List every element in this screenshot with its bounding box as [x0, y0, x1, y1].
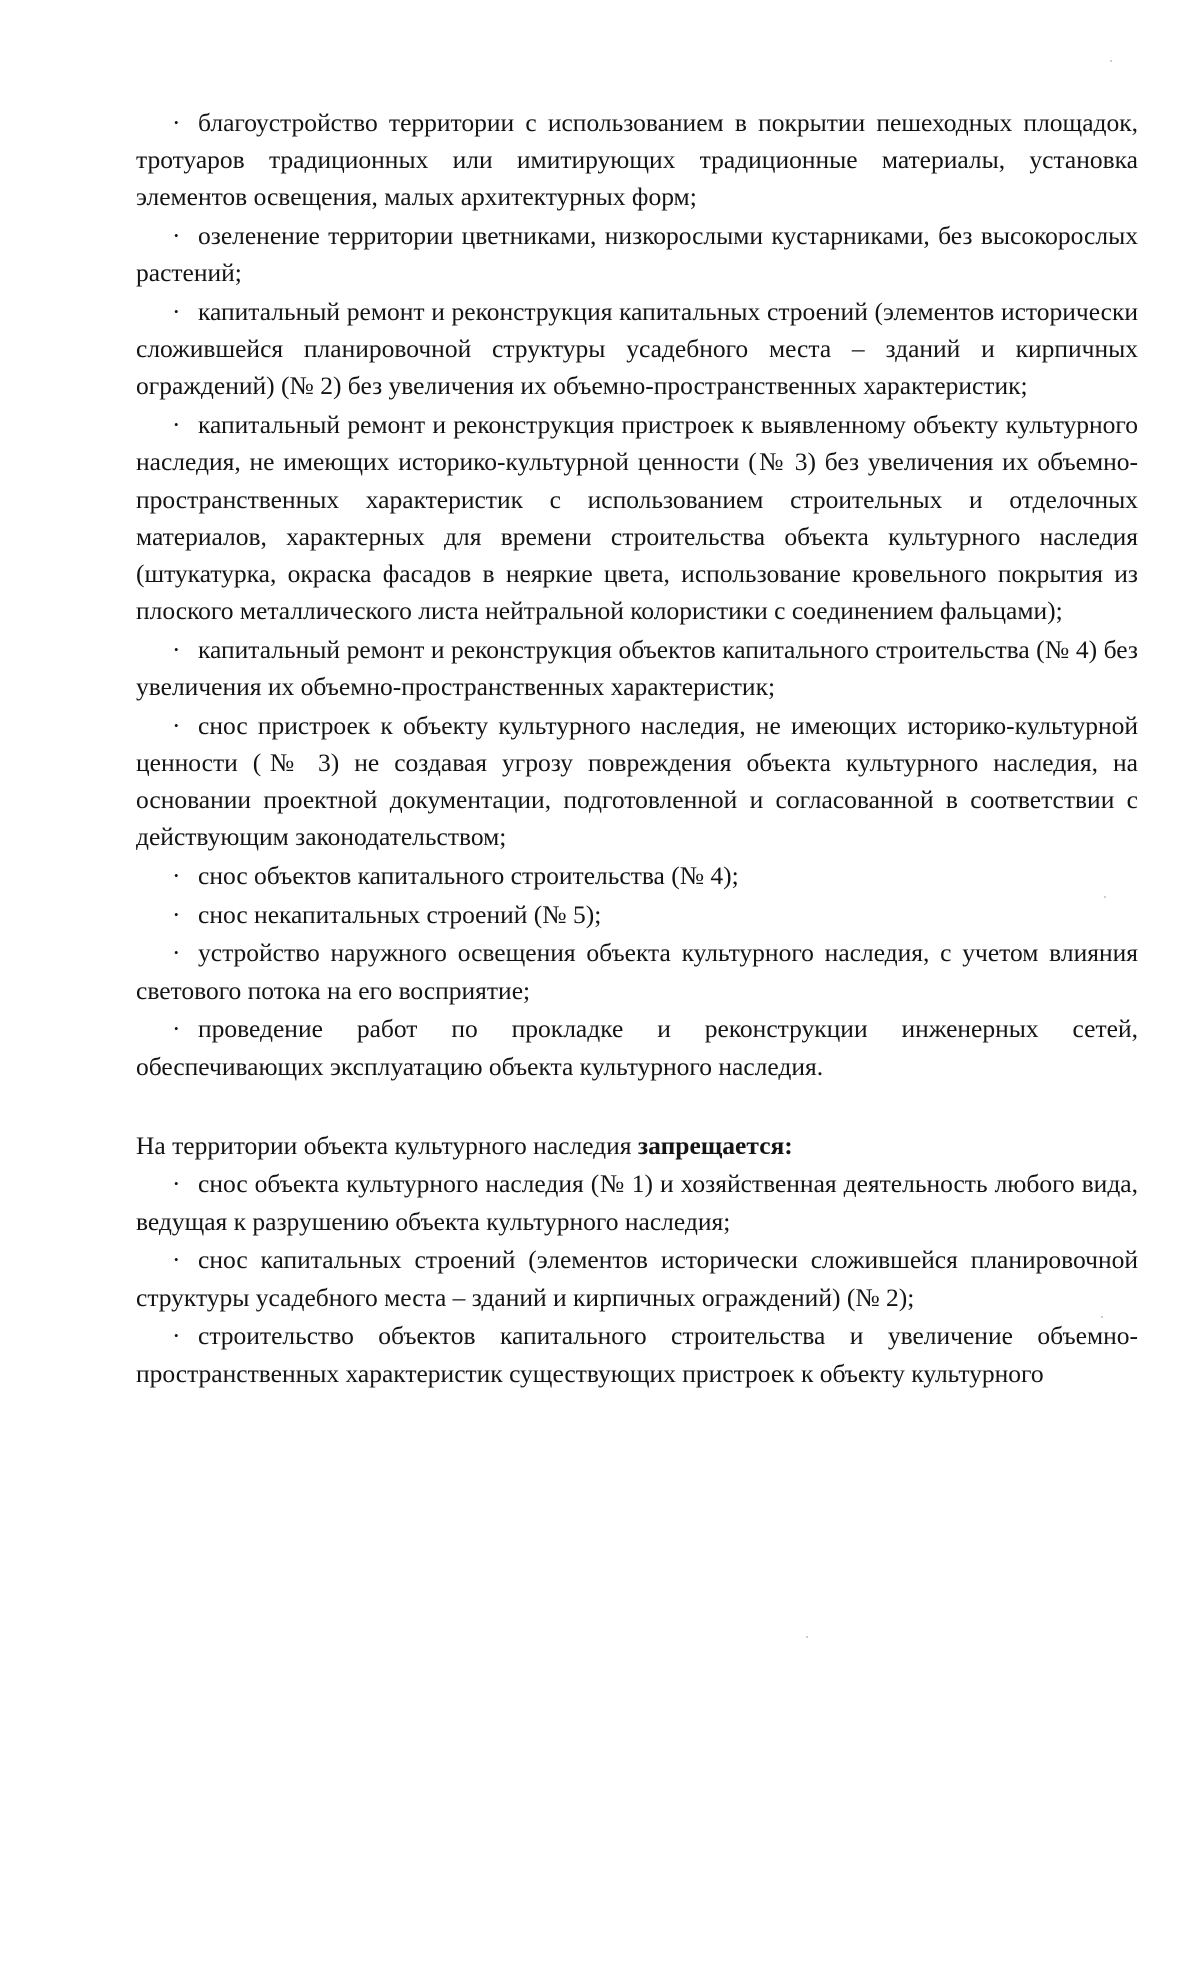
bullet-marker: ·: [172, 710, 181, 740]
allowed-item: [136, 934, 1138, 1008]
bullet-marker: ·: [172, 634, 181, 664]
allowed-item-text: капитальный ремонт и реконструкция пристроек к выявленному объекту культурного наследия, не имеющих историко-культурной ценности (№ 3) без увеличения их объемно-пространственных характеристик с использованием строительных и отделочных материалов, характерных для времени строительства объекта культурного наследия (штукатурка, окраска фасадов в неяркие цвета, использование кровельного покрытия из плоского металлического листа нейтральной колористики с соединением фальцами);: [136, 410, 1138, 626]
prohibited-item-text: снос объекта культурного наследия (№ 1) и хозяйственная деятельность любого вида, ведущая к разрушению объекта культурного наследия;: [136, 1169, 1138, 1236]
scan-speck: [1104, 896, 1106, 898]
allowed-item: [136, 631, 1138, 705]
allowed-item-text: снос некапитальных строений (№ 5);: [198, 899, 602, 929]
document-body: [136, 104, 1138, 1393]
prohibited-item-text: снос капитальных строений (элементов исторически сложившейся планировочной структуры усадебного места – зданий и кирпичных ограждений) (№ 2);: [136, 1245, 1138, 1312]
allowed-item-text: благоустройство территории с использованием в покрытии пешеходных площадок, тротуаров традиционных или имитирующих традиционные материалы, установка элементов освещения, малых архитектурных форм;: [136, 108, 1138, 212]
bullet-marker: ·: [172, 1245, 181, 1275]
bullet-marker: ·: [172, 899, 181, 929]
prohibited-intro: [136, 1127, 1138, 1164]
allowed-item: [136, 406, 1138, 629]
prohibited-intro-text: На территории объекта культурного наследия: [136, 1130, 638, 1160]
bullet-marker: ·: [172, 1321, 181, 1351]
allowed-item: [136, 217, 1138, 291]
allowed-item: [136, 857, 1138, 894]
allowed-item-text: проведение работ по прокладке и реконструкции инженерных сетей, обеспечивающих эксплуатацию объекта культурного наследия.: [136, 1014, 1138, 1081]
bullet-marker: ·: [172, 297, 181, 327]
bullet-marker: ·: [172, 410, 181, 440]
allowed-item-text: снос пристроек к объекту культурного наследия, не имеющих историко-культурной ценности (№ 3) не создавая угрозу повреждения объекта культурного наследия, на основании проектной документации, подготовленной и согласованной в соответствии с действующим законодательством;: [136, 710, 1138, 852]
bullet-marker: ·: [172, 1014, 181, 1044]
prohibited-item: [136, 1165, 1138, 1239]
allowed-item-text: капитальный ремонт и реконструкция капитальных строений (элементов исторически сложившейся планировочной структуры усадебного места – зданий и кирпичных ограждений) (№ 2) без увеличения их объемно-пространственных характеристик;: [136, 297, 1138, 401]
allowed-item-text: снос объектов капитального строительства (№ 4);: [198, 861, 739, 891]
bullet-marker: ·: [172, 221, 181, 251]
prohibited-intro-bold: запрещается:: [637, 1130, 793, 1160]
allowed-item: [136, 707, 1138, 856]
scan-speck: [806, 1636, 808, 1638]
scan-speck: [1110, 60, 1112, 62]
allowed-item-text: капитальный ремонт и реконструкция объектов капитального строительства (№ 4) без увеличения их объемно-пространственных характеристик;: [136, 634, 1138, 702]
allowed-item-text: устройство наружного освещения объекта культурного наследия, с учетом влияния светового потока на его восприятие;: [136, 938, 1138, 1005]
prohibited-item: [136, 1317, 1138, 1391]
bullet-marker: ·: [172, 938, 181, 968]
allowed-item-text: озеленение территории цветниками, низкорослыми кустарниками, без высокорослых растений;: [136, 221, 1138, 288]
bullet-marker: ·: [172, 861, 181, 891]
bullet-marker: ·: [172, 1169, 181, 1199]
allowed-item: [136, 104, 1138, 216]
allowed-item: [136, 1010, 1138, 1084]
scan-speck: [1101, 1316, 1103, 1318]
allowed-item: [136, 293, 1138, 405]
prohibited-item: [136, 1241, 1138, 1315]
bullet-marker: ·: [172, 108, 181, 137]
allowed-item: [136, 896, 1138, 933]
prohibited-item-text: строительство объектов капитального строительства и увеличение объемно-пространственных характеристик существующих пристроек к объекту культурного: [136, 1321, 1138, 1388]
